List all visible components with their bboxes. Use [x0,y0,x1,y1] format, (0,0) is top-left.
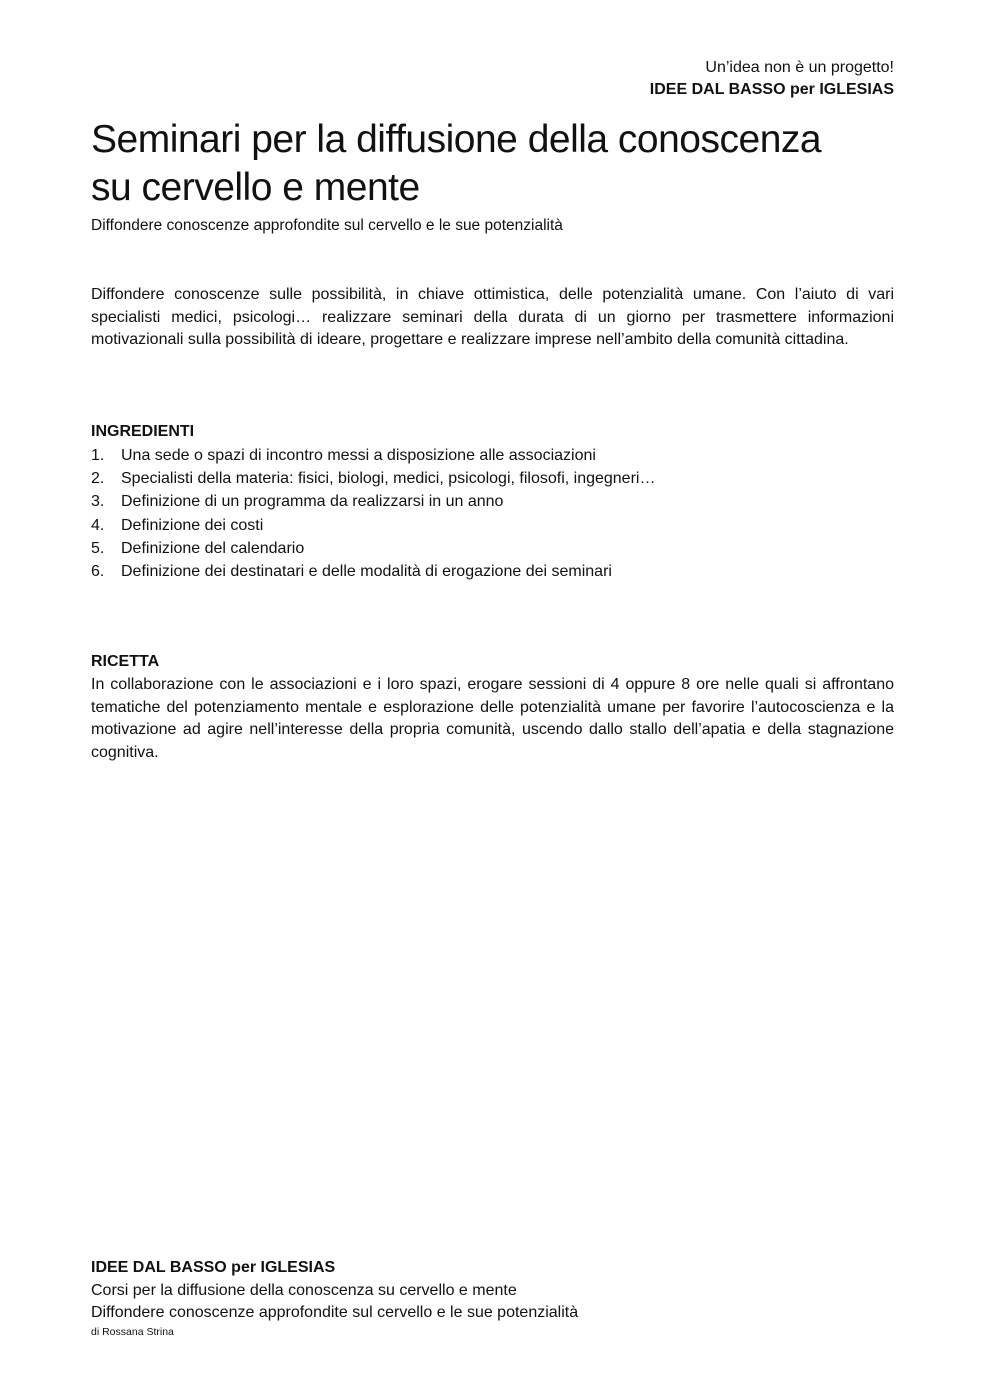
recipe-heading: RICETTA [91,653,160,670]
ingredients-list [91,444,655,583]
header-tagline: Un’idea non è un progetto! [705,59,894,76]
footer-brand: IDEE DAL BASSO per IGLESIAS [91,1259,336,1276]
list-item [91,444,655,467]
list-item-number: 1. [91,447,105,464]
list-item-number: 5. [91,539,105,557]
list-item [91,537,655,560]
list-item [91,467,655,490]
footer-author: di Rossana Strina [91,1325,174,1338]
list-item-text: Definizione di un programma da realizzarsi in un anno [121,493,504,511]
list-item-number: 6. [91,563,105,581]
title-line-1: Seminari per la diffusione della conoscenza [91,118,822,161]
list-item [91,490,655,513]
footer-line-2: Diffondere conoscenze approfondite sul cervello e le sue potenzialità [91,1304,579,1321]
intro-paragraph: Diffondere conoscenze sulle possibilità, in chiave ottimistica, delle potenzialità umane. Con l’aiuto di vari specialisti medici, psicologi… realizzare seminari della durata di un giorno per trasmettere informazioni motivazionali sulla possibilità di ideare, progettare e realizzare imprese nell’ambito della comunità cittadina. [91,286,894,348]
page-header [650,57,894,101]
footer-line-1: Corsi per la diffusione della conoscenza su cervello e mente [91,1281,517,1299]
list-item [91,514,655,537]
list-item-text: Una sede o spazi di incontro messi a disposizione alle associazioni [121,447,596,464]
list-item-text: Definizione del calendario [121,539,305,557]
list-item-number: 4. [91,516,105,534]
ingredients-heading: INGREDIENTI [91,423,195,440]
list-item-text: Definizione dei costi [121,516,264,534]
page-footer [91,1257,578,1339]
title-line-2: su cervello e mente [91,166,420,209]
list-item-text: Specialisti della materia: fisici, biologi, medici, psicologi, filosofi, ingegneri… [121,470,656,488]
list-item-text: Definizione dei destinatari e delle modalità di erogazione dei seminari [121,563,612,581]
header-brand: IDEE DAL BASSO per IGLESIAS [649,81,894,98]
list-item-number: 3. [91,493,105,511]
document-title [91,116,851,212]
list-item [91,560,655,583]
document-subtitle: Diffondere conoscenze approfondite sul cervello e le sue potenzialità [91,217,563,234]
recipe-paragraph: In collaborazione con le associazioni e i loro spazi, erogare sessioni di 4 oppure 8 ore nelle quali si affrontano tematiche del potenziamento mentale e esplorazione delle potenzialità umane per favorire l’autocoscienza e la motivazione ad agire nell’interesse della propria comunità, uscendo dallo stallo dell’apatia e della stagnazione cognitiva. [91,676,894,761]
list-item-number: 2. [91,470,105,488]
